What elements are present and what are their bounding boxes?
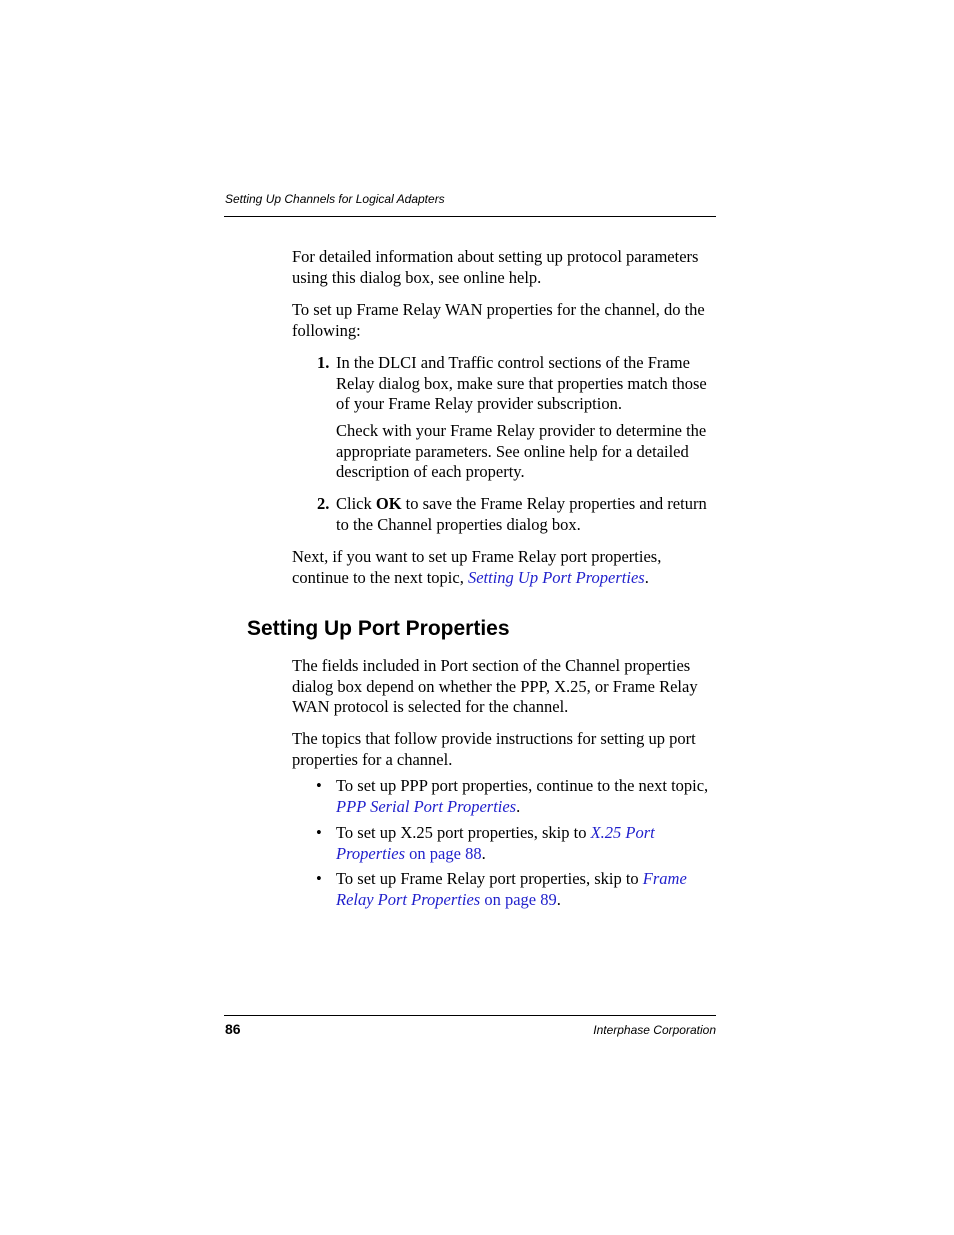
step-2 xyxy=(317,494,717,535)
bullet-text xyxy=(336,869,718,910)
next-topic-text: Next, if you want to set up Frame Relay port properties, continue to the next topic, xyxy=(292,547,662,587)
bullet-item-x25 xyxy=(316,823,718,864)
bullet-item-ppp xyxy=(316,776,718,817)
step-note-text: Check with your Frame Relay provider to determine the appropriate parameters. See online help for a detailed description of each property. xyxy=(336,421,707,481)
running-header: Setting Up Channels for Logical Adapters xyxy=(225,192,445,206)
next-topic-paragraph xyxy=(292,547,718,588)
header-rule xyxy=(224,216,716,217)
step-text-after: to save the Frame Relay properties and return to the Channel properties dialog box. xyxy=(336,494,707,534)
ppp-serial-port-properties-link[interactable]: PPP Serial Port Properties xyxy=(336,796,517,816)
bullet-text-before: To set up Frame Relay port properties, skip to xyxy=(336,869,643,888)
step-number: 2. xyxy=(317,494,330,513)
bullet-item-frame-relay xyxy=(316,869,718,910)
section-paragraph-2: The topics that follow provide instructions for setting up port properties for a channel. xyxy=(292,729,696,769)
bullet-dot: • xyxy=(316,869,322,888)
step-1 xyxy=(317,353,717,415)
x25-page-ref-link[interactable]: on page 88 xyxy=(405,843,482,863)
setting-up-port-properties-link[interactable]: Setting Up Port Properties xyxy=(467,567,645,587)
step-text: In the DLCI and Traffic control sections of the Frame Relay dialog box, make sure that properties match those of your Frame Relay provider subscription. xyxy=(336,353,707,413)
next-topic-period: . xyxy=(644,567,649,587)
step-number: 1. xyxy=(317,353,330,372)
frame-relay-page-ref-link[interactable]: on page 89 xyxy=(480,889,557,909)
step-text xyxy=(336,494,717,535)
bullet-dot: • xyxy=(316,776,322,795)
frame-relay-port-properties-link[interactable]: Frame Relay Port Properties xyxy=(336,869,687,909)
ok-label: OK xyxy=(375,494,402,513)
section-heading: Setting Up Port Properties xyxy=(247,617,510,640)
bullet-text xyxy=(336,776,718,817)
section-paragraph-1: The fields included in Port section of the Channel properties dialog box depend on whether the PPP, X.25, or Frame Relay WAN protocol is selected for the channel. xyxy=(292,656,698,716)
step-1-note xyxy=(317,421,717,483)
intro-paragraph-2: To set up Frame Relay WAN properties for the channel, do the following: xyxy=(292,300,705,340)
page-number: 86 xyxy=(225,1021,241,1037)
x25-port-properties-link[interactable]: X.25 Port Properties xyxy=(336,823,655,863)
bullet-dot: • xyxy=(316,823,322,842)
bullet-text xyxy=(336,823,718,864)
bullet-text-after: . xyxy=(556,889,561,909)
step-text-before: Click xyxy=(336,494,376,513)
footer-rule xyxy=(224,1015,716,1016)
bullet-text-after: . xyxy=(481,843,486,863)
bullet-text-before: To set up X.25 port properties, skip to xyxy=(336,823,591,842)
intro-paragraph-1: For detailed information about setting up protocol parameters using this dialog box, see online help. xyxy=(292,247,699,287)
bullet-text-after: . xyxy=(516,796,521,816)
bullet-text-before: To set up PPP port properties, continue to the next topic, xyxy=(336,776,709,795)
footer-company: Interphase Corporation xyxy=(593,1023,716,1037)
